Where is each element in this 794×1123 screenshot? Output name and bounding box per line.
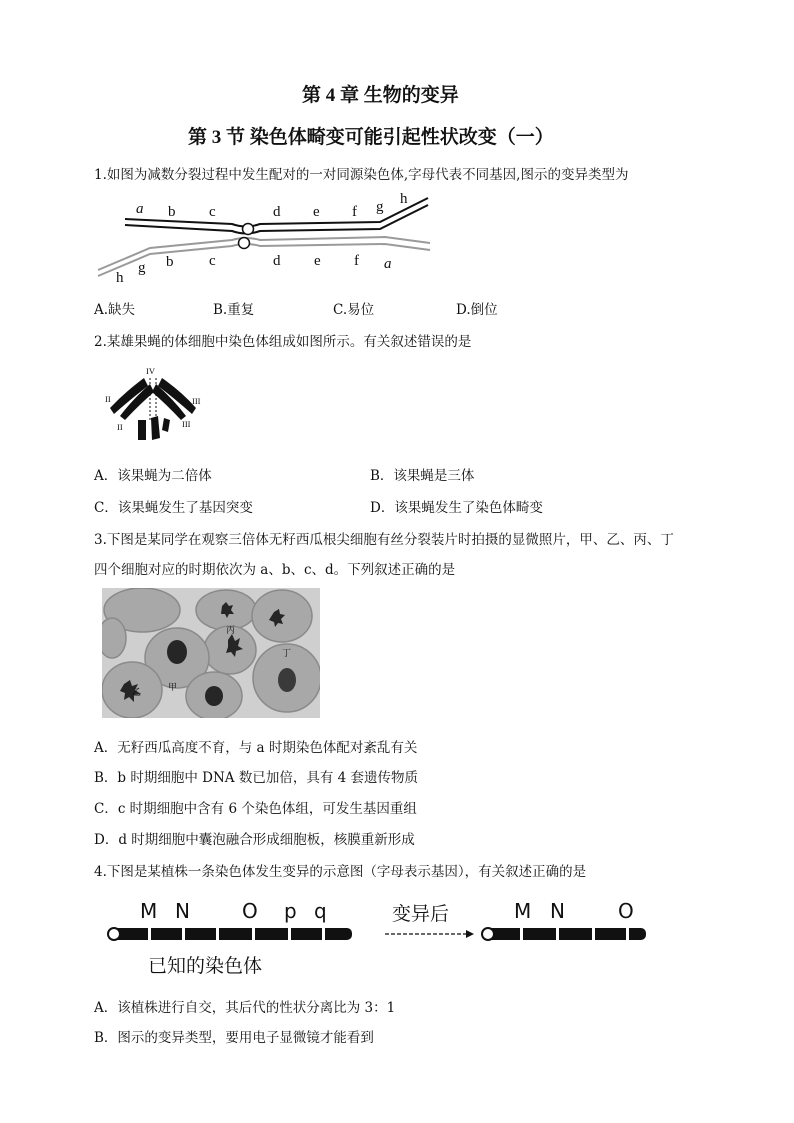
q2-label: III	[192, 396, 201, 406]
q1-lower-label: a	[384, 256, 392, 272]
q4-before-gene: M	[140, 899, 158, 923]
q1-option-d[interactable]: D.倒位	[456, 302, 498, 318]
q4-before-gene: p	[284, 899, 297, 923]
q1-option-a[interactable]: A.缺失	[94, 302, 136, 318]
q4-before-gene: N	[175, 899, 190, 923]
q4-option-b[interactable]: B．图示的变异类型，要用电子显微镜才能看到	[94, 1030, 374, 1046]
section-title: 第 3 节 染色体畸变可能引起性状改变（一）	[188, 127, 554, 148]
q1-lower-label: b	[166, 254, 174, 270]
q4-arrow-label: 变异后	[392, 903, 450, 925]
q1-upper-label: d	[273, 204, 281, 220]
q4-after-gene: N	[550, 899, 565, 923]
q4-option-a[interactable]: A．该植株进行自交，其后代的性状分离比为 3：1	[94, 1000, 396, 1016]
q4-before-gene: q	[314, 899, 327, 923]
q1-upper-label: b	[168, 204, 176, 220]
q1-option-c[interactable]: C.易位	[333, 302, 375, 318]
q2-option-d[interactable]: D．该果蝇发生了染色体畸变	[370, 500, 543, 516]
q3-stem-line2: 四个细胞对应的时期依次为 a、b、c、d。下列叙述正确的是	[94, 562, 456, 578]
q1-upper-label: e	[313, 204, 320, 220]
q1-upper-label: a	[136, 201, 144, 217]
chapter-title: 第 4 章 生物的变异	[302, 85, 459, 106]
q1-upper-label: f	[352, 204, 357, 220]
q3-cell-label: 丁	[282, 649, 292, 659]
q2-option-a[interactable]: A．该果蝇为二倍体	[94, 468, 212, 484]
q3-cell-label: 甲	[168, 683, 178, 693]
q4-before-gene: O	[242, 899, 258, 923]
q1-lower-label: f	[354, 253, 359, 269]
q4-caption: 已知的染色体	[148, 955, 263, 977]
q4-stem: 4.下图是某植株一条染色体发生变异的示意图（字母表示基因），有关叙述正确的是	[94, 864, 587, 880]
q1-lower-label: c	[209, 253, 216, 269]
q1-lower-label: e	[314, 253, 321, 269]
q1-lower-label: d	[273, 253, 281, 269]
q2-label: II	[117, 422, 123, 432]
q1-option-b[interactable]: B.重复	[213, 302, 255, 318]
q4-after-gene: O	[618, 899, 634, 923]
q3-cell-label: 乙	[132, 688, 142, 698]
q3-option-d[interactable]: D．d 时期细胞中囊泡融合形成细胞板，核膜重新形成	[94, 832, 415, 848]
q2-stem: 2.某雄果蝇的体细胞中染色体组成如图所示。有关叙述错误的是	[94, 334, 472, 350]
q2-option-c[interactable]: C．该果蝇发生了基因突变	[94, 500, 253, 516]
q3-option-c[interactable]: C．c 时期细胞中含有 6 个染色体组，可发生基因重组	[94, 801, 417, 817]
q3-cell-label: 丙	[226, 626, 236, 636]
q1-upper-label: g	[376, 199, 384, 215]
q3-option-b[interactable]: B．b 时期细胞中 DNA 数已加倍，具有 4 套遗传物质	[94, 770, 418, 786]
q2-option-b[interactable]: B．该果蝇是三体	[370, 468, 475, 484]
q3-option-a[interactable]: A．无籽西瓜高度不育，与 a 时期染色体配对紊乱有关	[94, 740, 418, 756]
q1-lower-label: h	[116, 270, 124, 286]
q2-label: IV	[146, 366, 155, 376]
q3-stem-line1: 3.下图是某同学在观察三倍体无籽西瓜根尖细胞有丝分裂装片时拍摄的显微照片，甲、乙、丙、丁	[94, 532, 674, 548]
q1-upper-label: h	[400, 191, 408, 207]
q2-label: III	[182, 419, 191, 429]
q1-lower-label: g	[138, 260, 146, 276]
q2-label: II	[105, 394, 111, 404]
q1-upper-label: c	[209, 204, 216, 220]
q1-stem: 1.如图为减数分裂过程中发生配对的一对同源染色体,字母代表不同基因,图示的变异类型为	[94, 167, 629, 183]
q4-after-gene: M	[514, 899, 532, 923]
